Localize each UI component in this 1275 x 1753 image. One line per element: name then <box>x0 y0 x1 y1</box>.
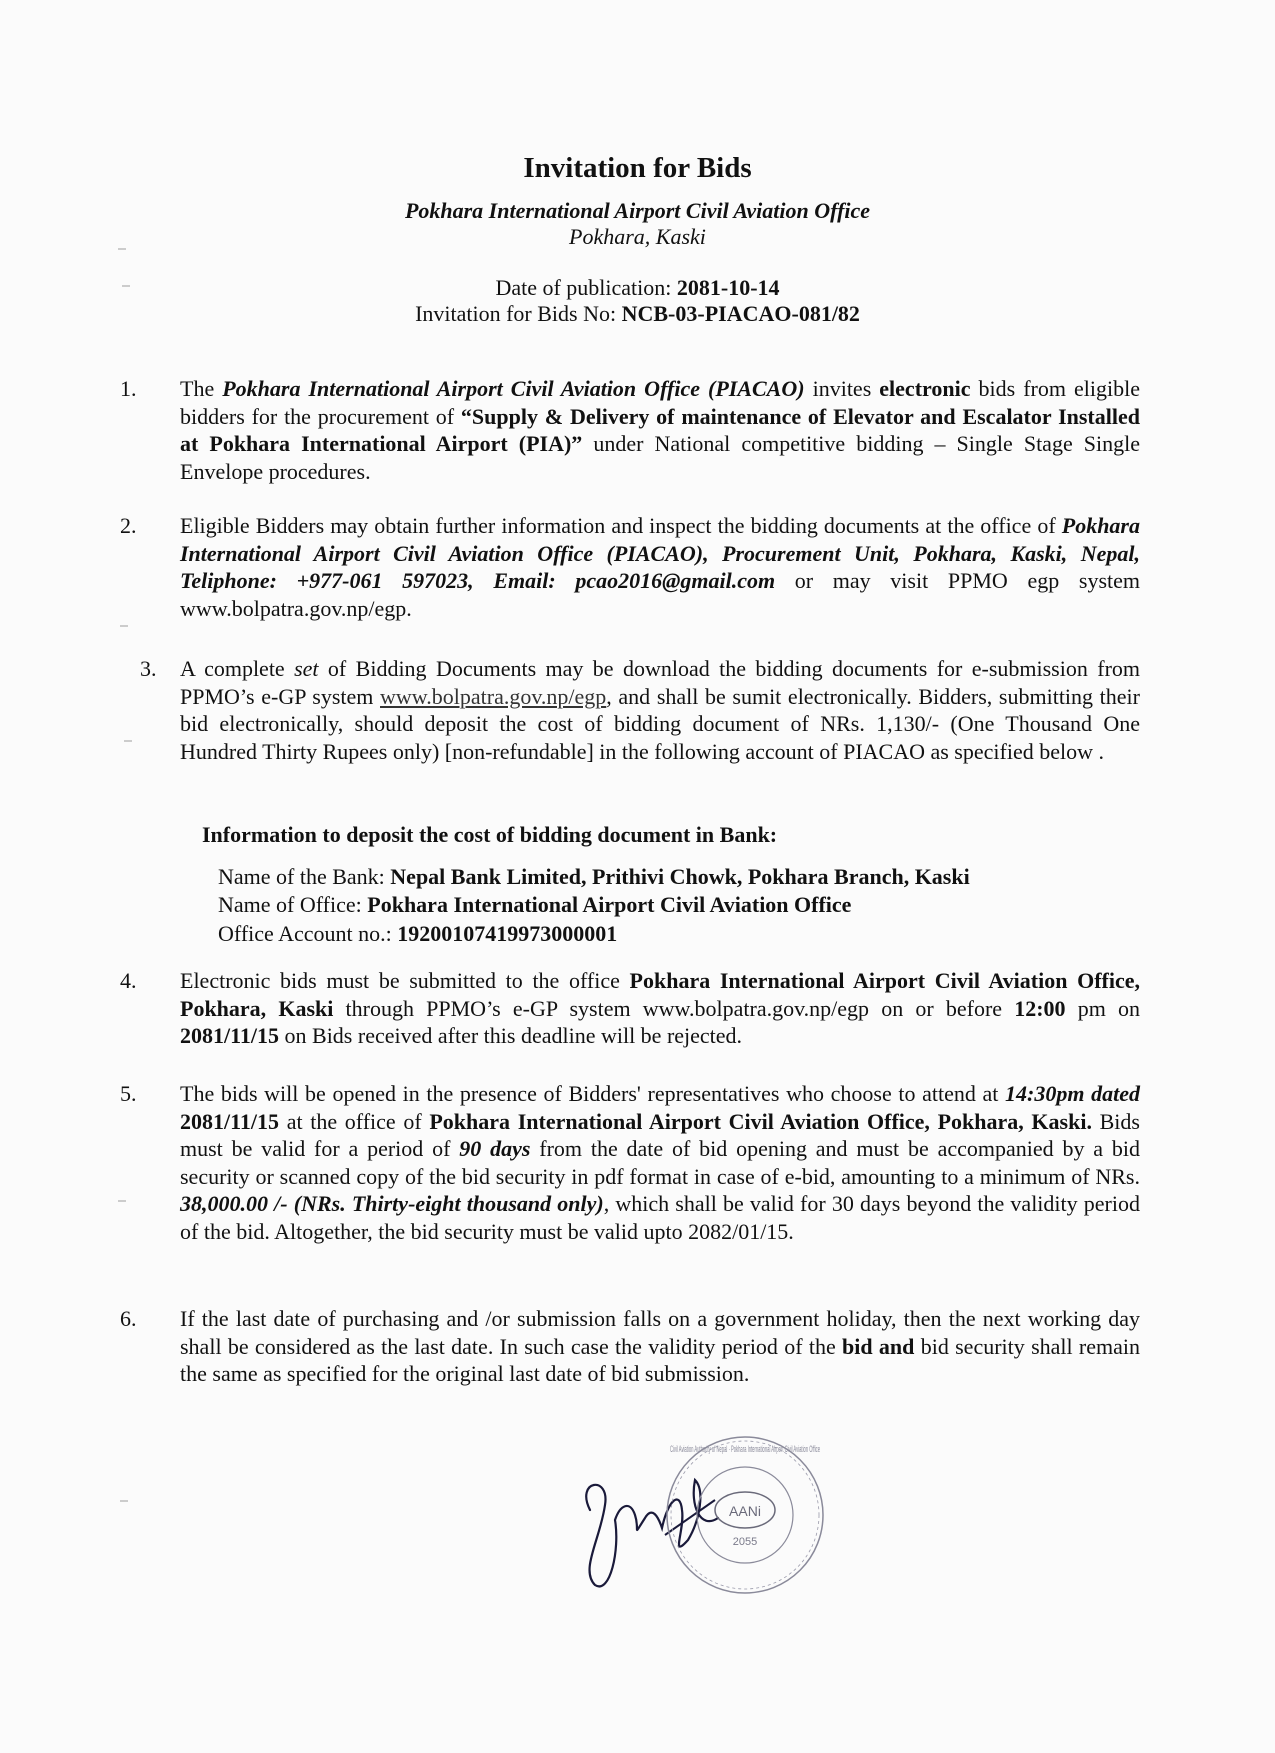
list-item <box>120 375 1140 485</box>
official-seal-stamp <box>660 1430 830 1600</box>
office-location: Pokhara, Kaski <box>569 224 706 249</box>
stamp-logo: AANi <box>729 1503 761 1519</box>
item-number: 1. <box>120 376 137 401</box>
item-number: 6. <box>120 1306 137 1331</box>
item-number: 2. <box>120 513 137 538</box>
stamp-ring-text: Civil Aviation Authority of Nepal · Pokhara International Airport Civil Aviation Office <box>670 1444 820 1454</box>
scan-speck <box>122 285 130 287</box>
bank-office: Name of Office: Pokhara International Airport Civil Aviation Office <box>218 892 852 917</box>
bolpatra-link[interactable]: www.bolpatra.gov.np/egp <box>380 683 607 709</box>
item-text: Eligible Bidders may obtain further information and inspect the bidding documents at the office of Pokhara International Airport Civil Aviation Office (PIACAO), Procurement Unit, Pokhara, Kaski, Nepal, Teliphone: +977-061 597023, Email: pcao2016@gmail.com or may visit PPMO egp system www.bolpatra.gov.np/egp. <box>180 513 1140 621</box>
publication-date: Date of publication: 2081-10-14 <box>495 275 780 300</box>
list-item <box>120 967 1140 1050</box>
ifb-number: Invitation for Bids No: NCB-03-PIACAO-081/82 <box>415 301 860 326</box>
item-text: The bids will be opened in the presence of Bidders' representatives who choose to attend at 14:30pm dated 2081/11/15 at the office of Pokhara International Airport Civil Aviation Office, Pokhara, Kaski. Bids must be valid for a period of 90 days from the date of bid opening and must be accompanied by a bid security or scanned copy of the bid security in pdf format in case of e-bid, amounting to a minimum of NRs. 38,000.00 /- (NRs. Thirty-eight thousand only), which shall be valid for 30 days beyond the validity period of the bid. Altogether, the bid security must be valid upto 2082/01/15. <box>180 1081 1140 1244</box>
item-number: 4. <box>120 968 137 993</box>
scan-speck <box>118 1200 126 1202</box>
item-number: 5. <box>120 1081 137 1106</box>
document-title: Invitation for Bids <box>523 152 752 184</box>
bank-name: Name of the Bank: Nepal Bank Limited, Prithivi Chowk, Pokhara Branch, Kaski <box>218 864 970 889</box>
item-text: Electronic bids must be submitted to the office Pokhara International Airport Civil Aviation Office, Pokhara, Kaski through PPMO’s e-GP system www.bolpatra.gov.np/egp on or before 12:00 pm on 2081/11/15 on Bids received after this deadline will be rejected. <box>180 968 1140 1048</box>
office-name: Pokhara International Airport Civil Aviation Office <box>404 198 871 223</box>
bank-account: Office Account no.: 19200107419973000001 <box>218 921 618 946</box>
list-item <box>120 1080 1140 1245</box>
item-number: 3. <box>140 656 157 681</box>
scan-speck <box>120 1500 128 1502</box>
list-item <box>120 1305 1140 1388</box>
stamp-year: 2055 <box>732 1536 758 1548</box>
scan-speck <box>124 740 132 742</box>
item-text: If the last date of purchasing and /or submission falls on a government holiday, then the next working day shall be considered as the last date. In such case the validity period of the bid and bid security shall remain the same as specified for the original last date of bid submission. <box>180 1306 1140 1386</box>
bank-heading: Information to deposit the cost of bidding document in Bank: <box>202 822 778 847</box>
item-text: A complete set of Bidding Documents may be download the bidding documents for e-submission from PPMO’s e-GP system www.bolpatra.gov.np/egp, and shall be sumit electronically. Bidders, submitting their bid electronically, should deposit the cost of bidding document of NRs. 1,130/- (One Thousand One Hundred Thirty Rupees only) [non-refundable] in the following account of PIACAO as specified below . <box>180 656 1141 764</box>
list-item <box>120 512 1140 622</box>
item-text: The Pokhara International Airport Civil Aviation Office (PIACAO) invites electronic bids from eligible bidders for the procurement of “Supply & Delivery of maintenance of Elevator and Escalator Installed at Pokhara International Airport (PIA)” under National competitive bidding – Single Stage Single Envelope procedures. <box>180 376 1140 484</box>
scan-speck <box>118 248 126 250</box>
list-item <box>120 655 1140 765</box>
scan-speck <box>120 625 128 627</box>
